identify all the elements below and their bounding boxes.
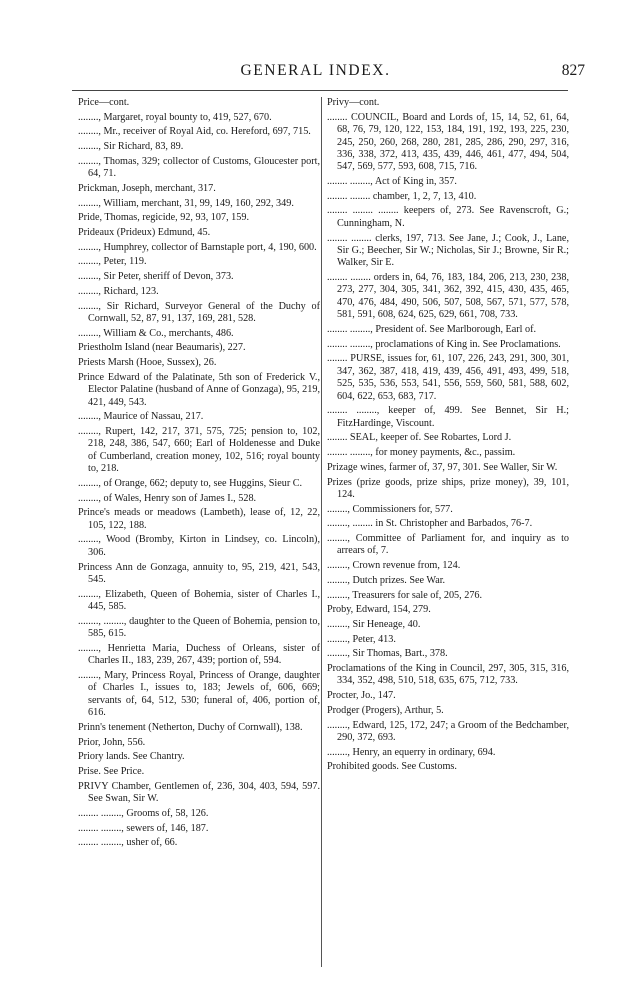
index-entry: ........ COUNCIL, Board and Lords of, 15, 14, 52, 61, 64, 68, 76, 79, 120, 122, 153, 184, 191, 192, 193, 225, 230, 245, 250, 260, 268, 280, 281, 285, 286, 290, 297, 316, 336, 338, 372, 413, 435, 439, 446, 461, 477, 494, 504, 547, 569, 577, 593, 608, 715, 716.: [327, 111, 569, 173]
index-entry: Priestholm Island (near Beaumaris), 227.: [78, 342, 246, 354]
index-entry: Princess Ann de Gonzaga, annuity to, 95, 219, 421, 543, 545.: [78, 561, 320, 585]
index-entry: ........, Humphrey, collector of Barnstaple port, 4, 190, 600.: [78, 241, 317, 253]
index-entry: ........, Sir Heneage, 40.: [327, 618, 421, 630]
index-entry: Prince's meads or meadows (Lambeth), lease of, 12, 22, 105, 122, 188.: [78, 507, 320, 531]
page-number: 827: [561, 62, 585, 79]
index-entry: Pride, Thomas, regicide, 92, 93, 107, 159.: [78, 212, 249, 224]
index-entry: ........, Margaret, royal bounty to, 419, 527, 670.: [78, 111, 272, 123]
index-entry: Prickman, Joseph, merchant, 317.: [78, 182, 216, 194]
index-entry: Prideaux (Prideux) Edmund, 45.: [78, 227, 211, 239]
right-column: [327, 97, 569, 776]
index-entry: ........, of Wales, Henry son of James I., 528.: [78, 492, 257, 504]
index-entry: ........, Sir Thomas, Bart., 378.: [327, 648, 448, 660]
index-entry: ........, Edward, 125, 172, 247; a Groom of the Bedchamber, 290, 372, 693.: [327, 719, 569, 743]
index-entry: ........, Richard, 123.: [78, 285, 159, 297]
page-header: [0, 62, 631, 82]
index-entry: Priory lands. See Chantry.: [78, 751, 185, 763]
index-entry: ........, Henrietta Maria, Duchess of Orleans, sister of Charles II., 183, 239, 267, 439; portion of, 594.: [78, 642, 320, 667]
header-rule: [72, 90, 568, 91]
index-entry: Privy—cont.: [327, 97, 380, 108]
index-entry: ........, Commissioners for, 577.: [327, 503, 453, 515]
index-entry: ........ ........, Act of King in, 357.: [327, 176, 457, 188]
index-entry: ........ ........, for money payments, &c., passim.: [327, 447, 516, 459]
index-entry: ........, Sir Richard, 83, 89.: [78, 141, 184, 153]
index-entry: Prinn's tenement (Netherton, Duchy of Cornwall), 138.: [78, 721, 303, 733]
index-entry: PRIVY Chamber, Gentlemen of, 236, 304, 403, 594, 597. See Swan, Sir W.: [78, 780, 320, 805]
index-entry: ........, Sir Peter, sheriff of Devon, 373.: [78, 271, 234, 283]
index-entry: ........ PURSE, issues for, 61, 107, 226, 243, 291, 300, 301, 347, 362, 387, 418, 419, 439, 456, 491, 493, 499, 518, 525, 535, 536, 553, 541, 556, 559, 560, 581, 588, 602, 604, 622, 653, 683, 717.: [327, 353, 569, 402]
index-entry: Prizage wines, farmer of, 37, 97, 301. See Waller, Sir W.: [327, 461, 558, 473]
index-entry: ........ ........, proclamations of King in. See Proclamations.: [327, 338, 561, 350]
index-entry: ........, ........, daughter to the Queen of Bohemia, pension to, 585, 615.: [78, 615, 320, 640]
index-entry: ........, Thomas, 329; collector of Customs, Gloucester port, 64, 71.: [78, 155, 320, 180]
page-title: GENERAL INDEX.: [240, 62, 391, 79]
column-divider: [321, 97, 322, 967]
index-entry: ........, Maurice of Nassau, 217.: [78, 411, 204, 423]
index-entry: Prior, John, 556.: [78, 736, 146, 748]
index-entry: ........, William, merchant, 31, 99, 149, 160, 292, 349.: [78, 197, 294, 209]
index-entry: ........, Henry, an equerry in ordinary, 694.: [327, 746, 496, 758]
index-entry: ........ ........, usher of, 66.: [78, 837, 178, 849]
index-entry: ........, Dutch prizes. See War.: [327, 574, 446, 586]
index-entry: Procter, Jo., 147.: [327, 690, 396, 702]
index-entry: ........ ........ ........ keepers of, 273. See Ravenscroft, G.; Cunningham, N.: [327, 205, 569, 229]
index-entry: Proby, Edward, 154, 279.: [327, 604, 431, 616]
index-entry: ........, Mary, Princess Royal, Princess of Orange, daughter of Charles I., issues to, 183; Jewels of, 606, 669; servants of, 64, 512, 530; funeral of, 406, portion of, 616.: [78, 669, 320, 719]
index-entry: ........, Sir Richard, Surveyor General of the Duchy of Cornwall, 52, 87, 91, 137, 169, 281, 528.: [78, 300, 320, 324]
index-entry: ........, Rupert, 142, 217, 371, 575, 725; pension to, 102, 218, 248, 386, 547, 660; Earl of Holdenesse and Duke of Cumberland, creation money, 102, 516; royal bounty to, 218.: [78, 425, 320, 475]
index-entry: ........, William & Co., merchants, 486.: [78, 327, 234, 339]
index-entry: ........, of Orange, 662; deputy to, see Huggins, Sieur C.: [78, 477, 303, 489]
index-entry: ........ ........, keeper of, 499. See Bennet, Sir H.; FitzHardinge, Viscount.: [327, 405, 569, 429]
index-entry: Prohibited goods. See Customs.: [327, 761, 457, 773]
index-entry: ........, Treasurers for sale of, 205, 276.: [327, 589, 483, 601]
index-entry: ........, Elizabeth, Queen of Bohemia, sister of Charles I., 445, 585.: [78, 588, 320, 613]
index-entry: ........, Wood (Bromby, Kirton in Lindsey, co. Lincoln), 306.: [78, 534, 320, 558]
index-entry: ........, Committee of Parliament for, and inquiry as to arrears of, 7.: [327, 533, 569, 557]
index-entry: ........ ........, Grooms of, 58, 126.: [78, 807, 209, 819]
index-entry: Prizes (prize goods, prize ships, prize money), 39, 101, 124.: [327, 476, 569, 500]
index-entry: ........, Peter, 119.: [78, 256, 147, 268]
index-entry: Prodger (Progers), Arthur, 5.: [327, 704, 444, 716]
index-entry: ........, Crown revenue from, 124.: [327, 560, 461, 572]
index-entry: ........, Mr., receiver of Royal Aid, co. Hereford, 697, 715.: [78, 126, 311, 138]
index-entry: Prince Edward of the Palatinate, 5th son of Frederick V., Elector Palatine (husband of Anne of Gonzaga), 95, 219, 421, 449, 543.: [78, 371, 320, 408]
index-entry: ........ ........, sewers of, 146, 187.: [78, 822, 209, 834]
index-entry: Prise. See Price.: [78, 766, 145, 777]
index-entry: ........, ........ in St. Christopher and Barbados, 76-7.: [327, 518, 533, 530]
index-entry: ........ ........, President of. See Marlborough, Earl of.: [327, 323, 537, 335]
index-entry: ........ ........ chamber, 1, 2, 7, 13, 410.: [327, 190, 477, 202]
index-entry: ........ ........ orders in, 64, 76, 183, 184, 206, 213, 230, 238, 273, 277, 304, 305, 341, 362, 392, 415, 430, 435, 465, 470, 476, 484, 490, 506, 507, 508, 567, 571, 577, 578, 581, 591, 608, 624, 625, 629, 661, 708, 733.: [327, 272, 569, 321]
left-column: [78, 97, 320, 852]
index-entry: Proclamations of the King in Council, 297, 305, 315, 316, 334, 352, 498, 510, 518, 635, 675, 712, 733.: [327, 663, 569, 687]
index-entry: ........ SEAL, keeper of. See Robartes, Lord J.: [327, 432, 512, 444]
index-entry: ........ ........ clerks, 197, 713. See Jane, J.; Cook, J., Lane, Sir G.; Beecher, Sir W.; Nicholas, Sir J.; Browne, Sir R.; Walker, Sir E.: [327, 232, 569, 269]
index-entry: Price—cont.: [78, 97, 130, 108]
index-entry: ........, Peter, 413.: [327, 633, 396, 645]
index-entry: Priests Marsh (Hooe, Sussex), 26.: [78, 357, 217, 369]
